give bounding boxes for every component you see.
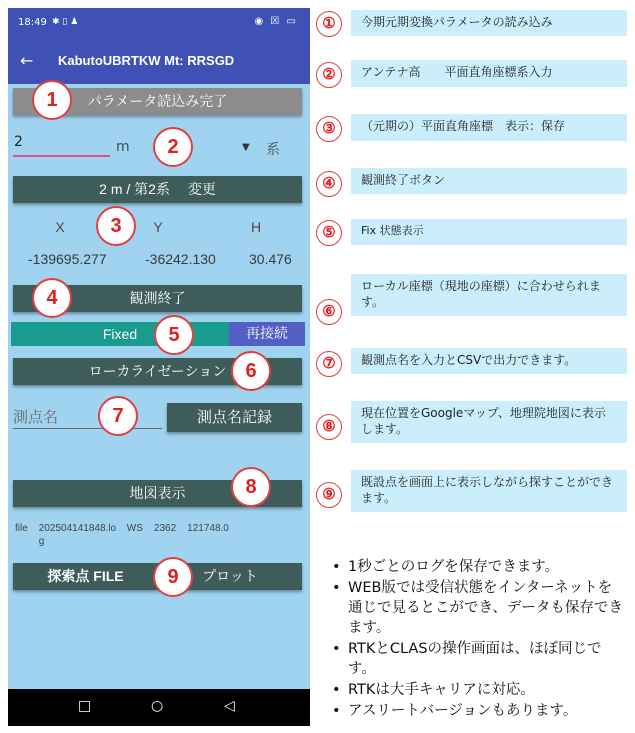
coord-value-h: 30.476 bbox=[249, 251, 292, 267]
home-icon[interactable]: ○ bbox=[151, 698, 164, 714]
status-time: 18:49 bbox=[18, 17, 47, 28]
ws-value: 2362 bbox=[153, 523, 177, 534]
status-bar bbox=[8, 8, 310, 40]
ws-label: WS bbox=[126, 523, 143, 534]
annotation-number: ② bbox=[316, 62, 342, 88]
annotation-number: ① bbox=[316, 11, 342, 37]
annotation-number: ⑤ bbox=[316, 220, 342, 246]
reconnect-button[interactable]: 再接続 bbox=[229, 322, 305, 346]
antenna-height-input[interactable]: 2 bbox=[13, 133, 110, 157]
callout-badge-8: 8 bbox=[231, 467, 271, 507]
time-value: 121748.0 bbox=[187, 523, 229, 534]
app-title: KabutoUBRTKW Mt: RRSGD bbox=[58, 53, 235, 68]
annotation-number: ⑥ bbox=[316, 299, 342, 325]
callout-badge-1: 1 bbox=[32, 80, 72, 120]
annotation-text: 今期元期変換パラメータの読み込み bbox=[351, 10, 627, 36]
callout-badge-2: 2 bbox=[153, 127, 193, 167]
callout-badge-4: 4 bbox=[32, 278, 72, 318]
coord-value-y: -36242.130 bbox=[145, 251, 216, 267]
callout-badge-6: 6 bbox=[231, 351, 271, 391]
status-right-icons: ◉ ☒ ▭ bbox=[254, 16, 298, 27]
bullet-item: • RTKとCLASの操作画面は、ほぼ同じです。 bbox=[330, 639, 625, 679]
antenna-unit: m bbox=[116, 139, 130, 155]
recent-apps-icon[interactable]: □ bbox=[78, 698, 92, 714]
search-point-file-button[interactable]: 探索点 FILE bbox=[13, 563, 158, 590]
coord-header-y: Y bbox=[153, 219, 163, 235]
map-display-button[interactable]: 地図表示 bbox=[13, 480, 302, 507]
file-name: 202504141848.lo g bbox=[38, 523, 117, 547]
back-arrow-icon[interactable]: ← bbox=[20, 51, 34, 70]
annotation-text: 現在位置をGoogleマップ、地理院地図に表示します。 bbox=[351, 401, 627, 443]
point-name-input[interactable]: 測点名 bbox=[13, 404, 162, 429]
annotation-text: 観測終了ボタン bbox=[351, 168, 627, 194]
plot-button[interactable]: プロット bbox=[158, 563, 302, 590]
annotation-text: Fix 状態表示 bbox=[351, 219, 627, 245]
coord-header-x: X bbox=[55, 219, 65, 235]
localization-button[interactable]: ローカライゼーション bbox=[13, 358, 302, 385]
annotation-number: ⑨ bbox=[316, 482, 342, 508]
annotation-text: 既設点を画面上に表示しながら探すことができます。 bbox=[351, 470, 627, 512]
annotation-text: アンテナ高 平面直角座標系入力 bbox=[351, 60, 627, 87]
end-observation-button[interactable]: 観測終了 bbox=[13, 285, 302, 312]
callout-badge-3: 3 bbox=[96, 206, 136, 246]
callout-badge-7: 7 bbox=[98, 396, 138, 436]
annotation-text: ローカル座標（現地の座標）に合わせられます。 bbox=[351, 274, 627, 316]
system-unit: 系 bbox=[266, 142, 280, 158]
system-dropdown-arrow-icon[interactable]: ▼ bbox=[242, 142, 250, 153]
annotation-number: ⑦ bbox=[316, 351, 342, 377]
record-point-name-button[interactable]: 測点名記録 bbox=[167, 403, 302, 432]
system-change-button[interactable]: 2 m / 第2系 変更 bbox=[13, 176, 302, 203]
parameter-load-button[interactable]: パラメータ読込み完了 bbox=[13, 88, 302, 115]
annotation-number: ③ bbox=[316, 116, 342, 142]
coord-header-h: H bbox=[250, 219, 262, 235]
callout-badge-9: 9 bbox=[153, 557, 193, 597]
phone-screen bbox=[8, 8, 310, 726]
bullet-item: • WEB版では受信状態をインターネットを通じで見るとこができ、データも保存できます。 bbox=[330, 578, 625, 638]
annotation-text: 観測点名を入力とCSVで出力できます。 bbox=[351, 348, 627, 374]
callout-badge-5: 5 bbox=[154, 315, 194, 355]
bullet-item: • 1秒ごとのログを保存できます。 bbox=[330, 557, 625, 577]
file-info bbox=[15, 522, 305, 548]
annotation-number: ④ bbox=[316, 171, 342, 197]
coord-value-x: -139695.277 bbox=[28, 251, 107, 267]
feature-bullet-list bbox=[330, 557, 625, 722]
annotation-text: （元期の）平面直角座標 表示：保存 bbox=[351, 114, 627, 141]
file-label: file bbox=[15, 523, 28, 534]
nav-bar bbox=[8, 689, 310, 726]
back-icon[interactable]: ◁ bbox=[224, 698, 235, 714]
bullet-item: • RTKは大手キャリアに対応。 bbox=[330, 680, 625, 700]
bullet-item: • アスリートバージョンもあります。 bbox=[330, 701, 625, 721]
annotation-number: ⑧ bbox=[316, 414, 342, 440]
status-left-icons: ✱ ▯ ♟ bbox=[52, 17, 79, 27]
app-bar bbox=[8, 40, 310, 84]
fix-status-bar: Fixed bbox=[11, 322, 229, 346]
